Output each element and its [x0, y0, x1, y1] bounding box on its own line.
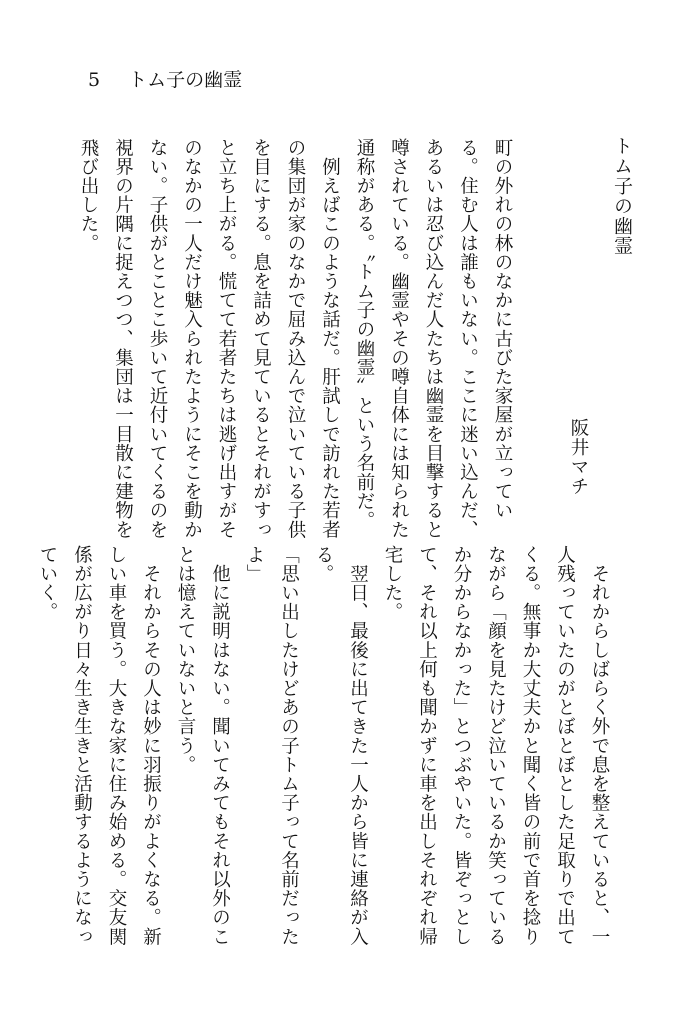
text-line: 「思い出したけどあの子トム子って名前だった	[278, 545, 300, 947]
text-line: 宅した。	[382, 545, 403, 622]
lower-text-block	[30, 545, 617, 947]
text-line: る。住む人は誰もいない。ここに迷い込んだ、	[457, 138, 479, 540]
text-line: か分からなかった」とつぶやいた。皆ぞっとし	[451, 545, 472, 947]
text-line: くる。無事か大丈夫かと聞く皆の前で首を捻り	[520, 545, 541, 947]
text-line: それからその人は妙に羽振りがよくなる。新	[140, 545, 162, 947]
text-line: とは憶えていないと言う。	[175, 545, 196, 775]
text-line: て、それ以上何も聞かずに車を出しそれぞれ帰	[416, 545, 438, 947]
text-line: 通称がある。〝トム子の幽霊〟という名前だ。	[354, 138, 375, 530]
story-author: 阪井マチ	[568, 418, 589, 496]
text-line: ない。子供がとことこ歩いて近付いてくるのを	[147, 138, 168, 540]
text-line: よ」	[244, 545, 265, 584]
page-number: 5	[88, 69, 101, 91]
text-line: しい車を買う。大きな家に住み始める。交友関	[106, 545, 127, 947]
running-header	[88, 68, 242, 92]
text-line: と立ち上がる。慌てて若者たちは逃げ出すがそ	[216, 138, 237, 540]
text-line: を目にする。息を詰めて見ているとそれがすっ	[250, 138, 272, 540]
story-title: トム子の幽霊	[611, 136, 633, 256]
text-line: の集団が家のなかで屈み込んで泣いている子供	[285, 138, 306, 540]
text-line: 係が広がり日々生き生きと活動するようになっ	[71, 545, 93, 947]
text-line: る。	[313, 545, 334, 584]
text-line: 人残っていたのがとぼとぼとした足取りで出て	[554, 545, 576, 947]
text-line: ていく。	[37, 545, 58, 622]
text-line: 例えばこのような話だ。肝試しで訪れた若者	[319, 138, 341, 540]
text-line: のなかの一人だけ魅入られたようにそこを動か	[181, 138, 203, 540]
text-line: あるいは忍び込んだ人たちは幽霊を目撃すると	[423, 138, 444, 540]
text-line: 翌日、最後に出てきた一人から皆に連絡が入	[347, 545, 369, 947]
running-title: トム子の幽霊	[128, 69, 243, 91]
text-line: 他に説明はない。聞いてみてもそれ以外のこ	[209, 545, 231, 947]
text-line: 町の外れの林のなかに古びた家屋が立ってい	[492, 138, 513, 520]
text-line: 飛び出した。	[78, 138, 99, 253]
text-line: ながら「顔を見たけど泣いているか笑っている	[485, 545, 507, 947]
text-line: 視界の片隅に捉えつつ、集団は一目散に建物を	[112, 138, 134, 540]
text-line: それからしばらく外で息を整えていると、一	[589, 545, 610, 947]
upper-text-block	[71, 138, 520, 540]
text-line: 噂されている。幽霊やその噂自体には知られた	[388, 138, 410, 540]
